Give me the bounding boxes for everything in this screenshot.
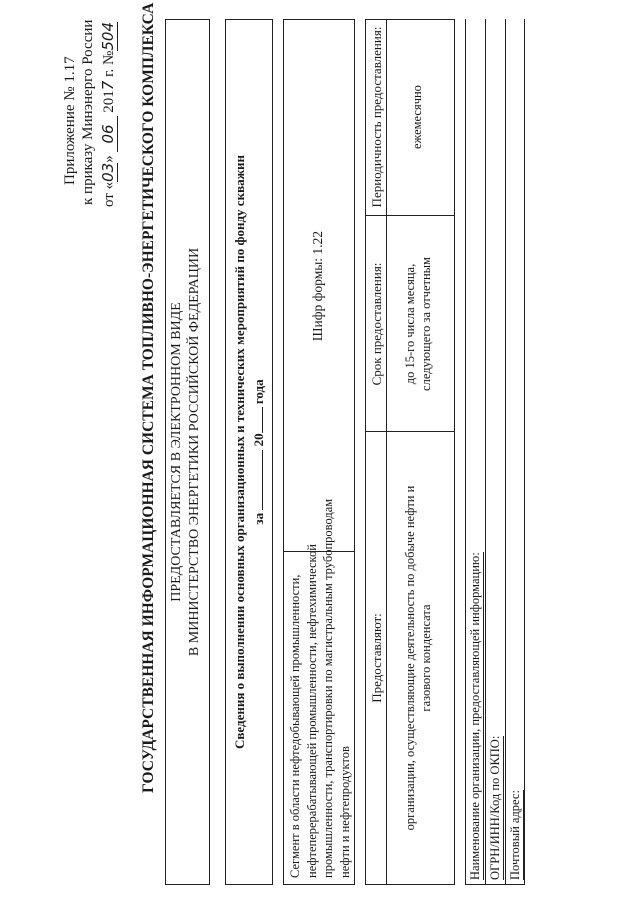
segment-line-4: нефти и нефтепродуктов bbox=[337, 746, 352, 878]
period-year: 20 bbox=[251, 433, 266, 447]
date-prefix: от « bbox=[101, 181, 117, 207]
main-title: ГОСУДАРСТВЕННАЯ ИНФОРМАЦИОННАЯ СИСТЕМА ТОПЛИВНО-ЭНЕРГЕТИЧЕСКОГО КОМПЛЕКСА bbox=[140, 2, 157, 793]
org-info-rule-2 bbox=[505, 19, 506, 884]
org-address-label-text: Почтовый адрес: bbox=[508, 790, 522, 880]
header-who: Предоставляют: bbox=[369, 613, 384, 703]
org-ogrn-label bbox=[488, 736, 504, 880]
form-code: Шифр формы: 1.22 bbox=[310, 230, 325, 342]
cell-deadline-line-1: до 15-го числа месяца, bbox=[403, 263, 417, 385]
cell-deadline bbox=[402, 216, 434, 432]
segment-line-2: нефтеперерабатывающей промышленности, нефтехимической bbox=[304, 544, 319, 878]
appendix-line-1: Приложение № 1.17 bbox=[62, 56, 78, 185]
date-day: 03 bbox=[99, 162, 117, 182]
period-blank-1 bbox=[262, 450, 263, 510]
appendix-date-line bbox=[99, 22, 118, 207]
cell-frequency: ежемесячно bbox=[410, 85, 424, 149]
period-blank-2 bbox=[262, 407, 263, 433]
date-year: 201 bbox=[101, 90, 117, 113]
report-title: Сведения о выполнении основных организационных и технических мероприятий по фонду скважин bbox=[232, 155, 247, 750]
segment-line-3: промышленности, транспортировки по магистральным трубопроводам bbox=[321, 498, 335, 878]
segment-text bbox=[287, 499, 353, 878]
appendix-line-2: к приказу Минэнерго России bbox=[80, 19, 96, 205]
org-ogrn-label-text: ОГРН/ИНН/Код по ОКПО: bbox=[488, 735, 502, 880]
submit-table-header-rule bbox=[386, 20, 387, 884]
org-name-label-text: Наименование организации, предоставляющей информацию: bbox=[468, 552, 482, 880]
cell-deadline-line-2: следующего за отчетным bbox=[419, 257, 433, 391]
submission-line-2: В МИНИСТЕРСТВО ЭНЕРГЕТИКИ РОССИЙСКОЙ ФЕДЕРАЦИИ bbox=[187, 247, 202, 657]
org-info-box bbox=[465, 19, 525, 885]
cell-who-line-1: организации, осуществляющие деятельность по добыче нефти и bbox=[403, 485, 417, 831]
submission-line-1: ПРЕДОСТАВЛЯЕТСЯ В ЭЛЕКТРОННОМ ВИДЕ bbox=[169, 302, 184, 602]
org-address-label bbox=[508, 790, 524, 880]
org-info-rule-1 bbox=[485, 19, 486, 884]
period-suffix: года bbox=[251, 379, 266, 405]
segment-box bbox=[283, 19, 355, 885]
report-period bbox=[251, 20, 267, 884]
segment-line-1: Сегмент в области нефтедобывающей промышленности, bbox=[288, 574, 302, 878]
date-year-suffix: 7 bbox=[99, 80, 117, 91]
period-prefix: за bbox=[251, 512, 266, 525]
date-month: 06 bbox=[99, 116, 118, 151]
order-number: 504 bbox=[99, 21, 117, 51]
date-mid: » bbox=[101, 155, 117, 163]
submission-box bbox=[165, 19, 210, 885]
cell-who bbox=[402, 432, 434, 884]
report-title-box bbox=[225, 19, 273, 885]
header-deadline: Срок предоставления: bbox=[369, 262, 384, 386]
submit-table bbox=[365, 19, 455, 885]
cell-who-line-2: газового конденсата bbox=[419, 604, 433, 712]
header-frequency: Периодичность предоставления: bbox=[369, 26, 384, 208]
org-name-label bbox=[468, 552, 484, 880]
date-suffix: г. № bbox=[101, 50, 117, 77]
